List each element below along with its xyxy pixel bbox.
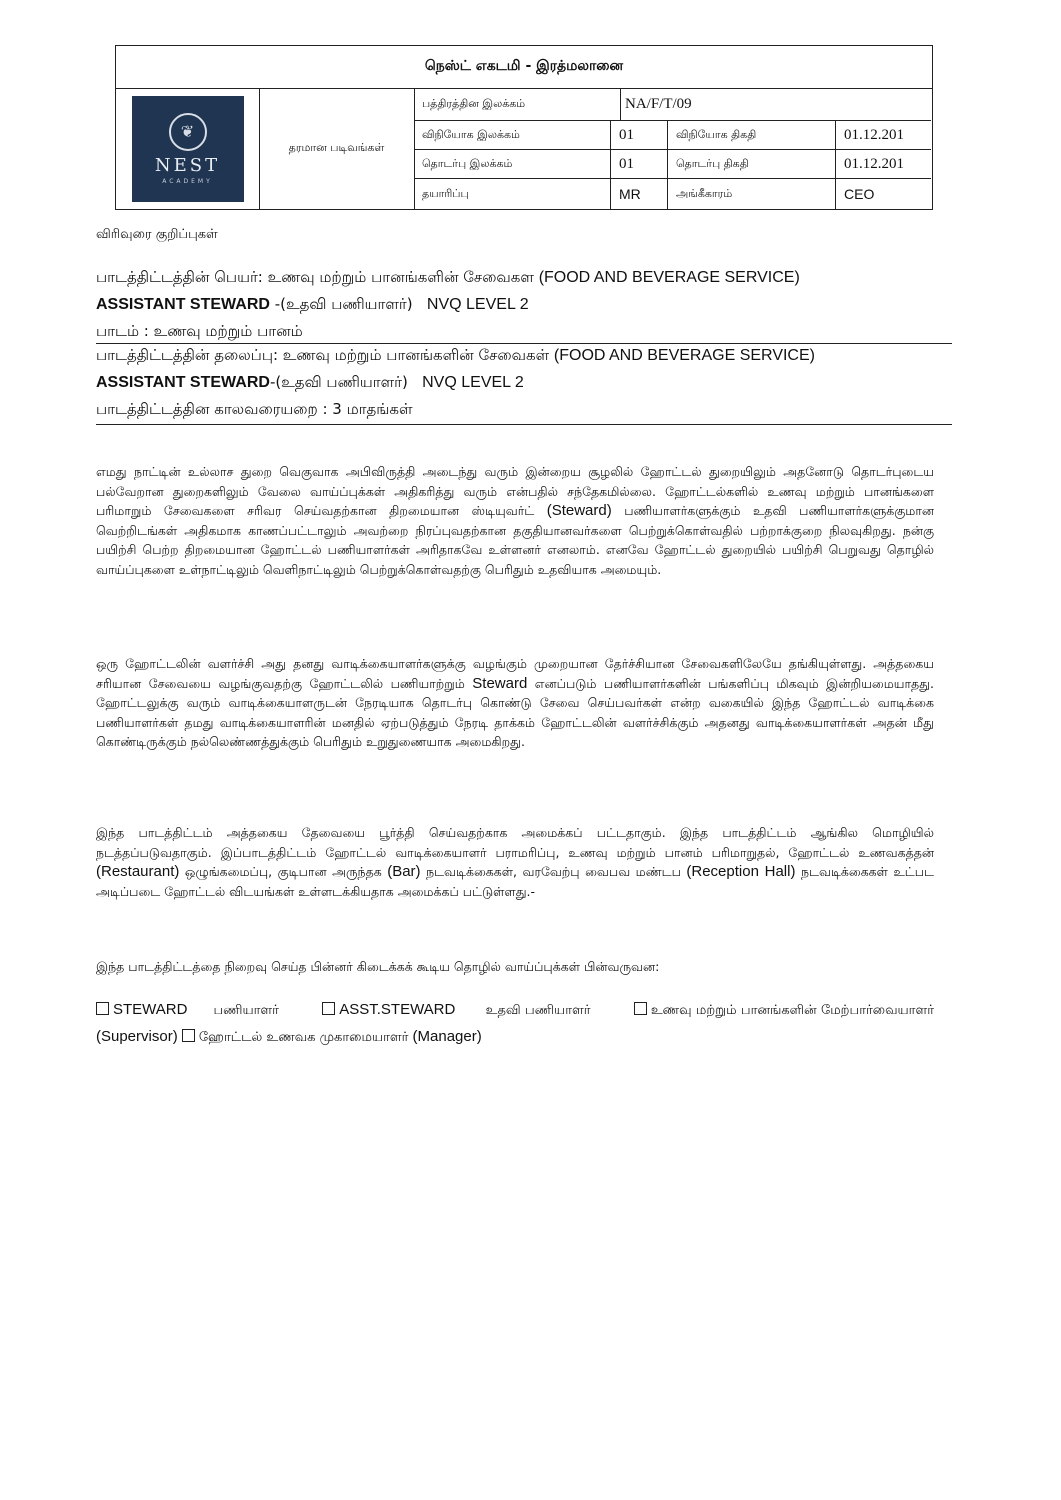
job-option: ASST.STEWARD உதவி பணியாளர் bbox=[322, 1003, 590, 1018]
meta-label: பத்திரத்தின இலக்கம் bbox=[414, 88, 621, 120]
course-title-ta: பாடத்திட்டத்தின் தலைப்பு: உணவு மற்றும் பானங்களின் சேவைகள் bbox=[96, 346, 550, 364]
course-title-level-nvq: NVQ LEVEL 2 bbox=[422, 374, 524, 391]
document-meta-grid bbox=[414, 88, 931, 209]
paragraph-text: இந்த பாடத்திட்டம் அத்தகைய தேவையை பூர்த்தி செய்வதற்காக அமைக்கப் பட்டதாகும். இந்த பாடத்திட்டம் ஆங்கில மொழியில் நடத்தப்படுவதாகும். இப்பாடத்திட்டம் ஹோட்டல் வாடிக்கையாளர் பராமரிப்பு, உணவு மற்றும் பானம் பரிமாறுதல், ஹோட்டல் உணவகத்தன் bbox=[96, 825, 934, 860]
paragraph-english-term: Steward bbox=[472, 674, 528, 692]
meta-value: 01.12.201 bbox=[844, 155, 904, 172]
paragraph-text: ஒரு ஹோட்டலின் வளர்ச்சி அது தனது வாடிக்கையாளர்களுக்கு வழங்கும் முறையான தேர்ச்சியான சேவைகளிலேயே தங்கியுள்ளது. அத்தகைய சரியான சேவையை வழங்குவதற்கு ஹோட்டலில் பணியாற்றும் bbox=[96, 656, 934, 691]
checkbox-icon bbox=[634, 1002, 647, 1015]
checkbox-icon bbox=[322, 1002, 335, 1015]
paragraph-text: எனப்படும் பணியாளர்களின் பங்களிப்பு மிகவும் இன்றியமையாதது. ஹோட்டலுக்கு வரும் வாடிக்கையாளருடன் நேரடியாக தொடர்பு கொண்டு சேவை செய்பவர்கள் என்ற வகையில் இந்த ஹோட்டல் வாடிக்கை பணியாளர்கள் தமது வாடிக்கையாளரின் மனதில் ஏற்படுத்தும் நேரடி தாக்கம் ஹோட்டலின் வளர்ச்சிக்கும் அதனது வாடிக்கையாளர்கள் அதன் மீது கொண்டிருக்கும் நல்லெண்ணத்துக்கும் பெரிதும் உறுதுணையாக அமைகிறது. bbox=[96, 675, 935, 749]
course-level-ta: -(உதவி பணியாளர்) bbox=[274, 295, 413, 313]
checkbox-icon bbox=[96, 1002, 109, 1015]
meta-label: தொடர்பு இலக்கம் bbox=[414, 150, 611, 178]
checkbox-icon bbox=[182, 1029, 195, 1042]
course-title-level-line bbox=[96, 369, 952, 396]
notes-label: விரிவுரை குறிப்புகள் bbox=[96, 227, 218, 242]
course-duration-line: பாடத்திட்டத்தின காலவரையறை : 3 மாதங்கள் bbox=[96, 400, 413, 418]
logo-word: NEST bbox=[154, 154, 221, 176]
meta-value: 01.12.201 bbox=[844, 126, 904, 143]
course-level-line bbox=[96, 291, 952, 318]
intro-paragraph bbox=[96, 462, 934, 579]
job-option: உணவு மற்றும் பானங்களின் மேற்பார்வையாளர் (Supervisor) bbox=[96, 1003, 934, 1045]
job-option: STEWARD பணியாளர் bbox=[96, 1003, 279, 1018]
meta-row bbox=[414, 150, 931, 179]
paragraph-english-term: (Steward) bbox=[546, 502, 612, 519]
hotel-growth-paragraph bbox=[96, 654, 934, 752]
course-title-en: (FOOD AND BEVERAGE SERVICE) bbox=[553, 347, 815, 364]
meta-label: தயாரிப்பு bbox=[414, 179, 611, 209]
laurel-wreath-icon: ❦ bbox=[169, 113, 207, 151]
logo-subtitle: ACADEMY bbox=[162, 177, 213, 185]
course-level-nvq: NVQ LEVEL 2 bbox=[426, 296, 529, 313]
nest-academy-logo bbox=[132, 96, 244, 202]
divider bbox=[96, 424, 952, 425]
meta-value: MR bbox=[611, 179, 668, 209]
course-name-block bbox=[96, 264, 952, 344]
course-title-line bbox=[96, 342, 952, 369]
category-cell: தரமான படிவங்கள் bbox=[259, 88, 415, 209]
course-name-ta: பாடத்திட்டத்தின் பெயர்: உணவு மற்றும் பானங்களின் சேவைகள bbox=[96, 268, 534, 286]
meta-row bbox=[414, 179, 931, 209]
meta-label: தொடர்பு திகதி bbox=[668, 150, 836, 178]
course-subject-line: பாடம் : உணவு மற்றும் பானம் bbox=[96, 322, 303, 340]
meta-label: அங்கீகாரம் bbox=[668, 179, 836, 209]
paragraph-english-term: (Restaurant) bbox=[96, 863, 180, 880]
meta-row bbox=[414, 121, 931, 150]
course-title-level-bold: ASSISTANT STEWARD bbox=[96, 374, 270, 391]
header-table bbox=[115, 45, 933, 210]
course-name-line bbox=[96, 264, 952, 291]
course-name-en: (FOOD AND BEVERAGE SERVICE) bbox=[538, 269, 800, 286]
course-level-bold: ASSISTANT STEWARD bbox=[96, 296, 270, 313]
course-title-block bbox=[96, 342, 952, 422]
paragraph-text: பணியாளர்களுக்கும் உதவி பணியாளர்களுக்குமான வெற்றிடங்கள் அதிகமாக காணப்பட்டாலும் அவற்றை நிரப்புவதற்கான தகுதியானவர்களை பெற்றுக்கொள்வதில் பற்றாக்குறை நிலவுகிறது. நன்கு பயிற்சி பெற்ற திறமையான ஹோட்டல் பணியாளர்கள் அரிதாகவே உள்ளனர் எனலாம். எனவே ஹோட்டல் துறையில் பயிற்சி பெறுவது தொழில் வாய்ப்புகளை உள்நாட்டிலும் வெளிநாட்டிலும் பெற்றுக்கொள்வதற்கு பெரிதும் உதவியாக அமையும். bbox=[96, 503, 934, 577]
meta-value: 01 bbox=[611, 150, 668, 178]
paragraph-english-term: (Reception Hall) bbox=[686, 863, 796, 880]
meta-label: விநியோக திகதி bbox=[668, 121, 836, 149]
course-scope-paragraph bbox=[96, 823, 934, 901]
meta-label: விநியோக இலக்கம் bbox=[414, 121, 611, 149]
course-title-level-ta: -(உதவி பணியாளர்) bbox=[269, 373, 408, 391]
opportunities-intro: இந்த பாடத்திட்டத்தை நிறைவு செய்த பின்னர் கிடைக்கக் கூடிய தொழில் வாய்ப்புக்கள் பின்வருவன: bbox=[96, 959, 660, 974]
paragraph-text: எமது நாட்டின் உல்லாச துறை வெகுவாக அபிவிருத்தி அடைந்து வரும் இன்றைய சூழலில் ஹோட்டல் துறையிலும் அதனோடு தொடர்புடைய பல்வேறான துறைகளிலும் வேலை வாய்ப்புக்கள் அதிகரித்து வரும் என்பதில் சந்தேகமில்லை. ஹோட்டல்களில் உணவு மற்றும் பானங்களை பரிமாறும் சேவைகளை சரிவர செய்வதற்கான திறமையான ஸ்டியுவர்ட் bbox=[96, 464, 934, 518]
paragraph-text: ஒழுங்கமைப்பு, குடிபான அருந்தக bbox=[184, 864, 382, 879]
logo-cell bbox=[116, 88, 260, 209]
meta-row bbox=[414, 88, 931, 121]
meta-value: CEO bbox=[844, 186, 875, 202]
meta-value: NA/F/T/09 bbox=[625, 95, 692, 112]
job-options-list bbox=[96, 997, 934, 1051]
paragraph-text: நடவடிக்கைகள், வரவேற்பு வைபவ மண்டப bbox=[426, 864, 681, 879]
meta-value: 01 bbox=[611, 121, 668, 149]
paragraph-text: நடவடிக்கைகள் உட்பட அடிப்படை ஹோட்டல் விடயங்கள் உள்ளடக்கியதாக அமைக்கப் பட்டுள்ளது.- bbox=[96, 864, 934, 899]
job-option: ஹோட்டல் உணவக முகாமையாளர் (Manager) bbox=[182, 1030, 482, 1045]
institute-title: நெஸ்ட் எகடமி - இரத்மலானை bbox=[116, 46, 932, 89]
paragraph-english-term: (Bar) bbox=[387, 863, 421, 880]
